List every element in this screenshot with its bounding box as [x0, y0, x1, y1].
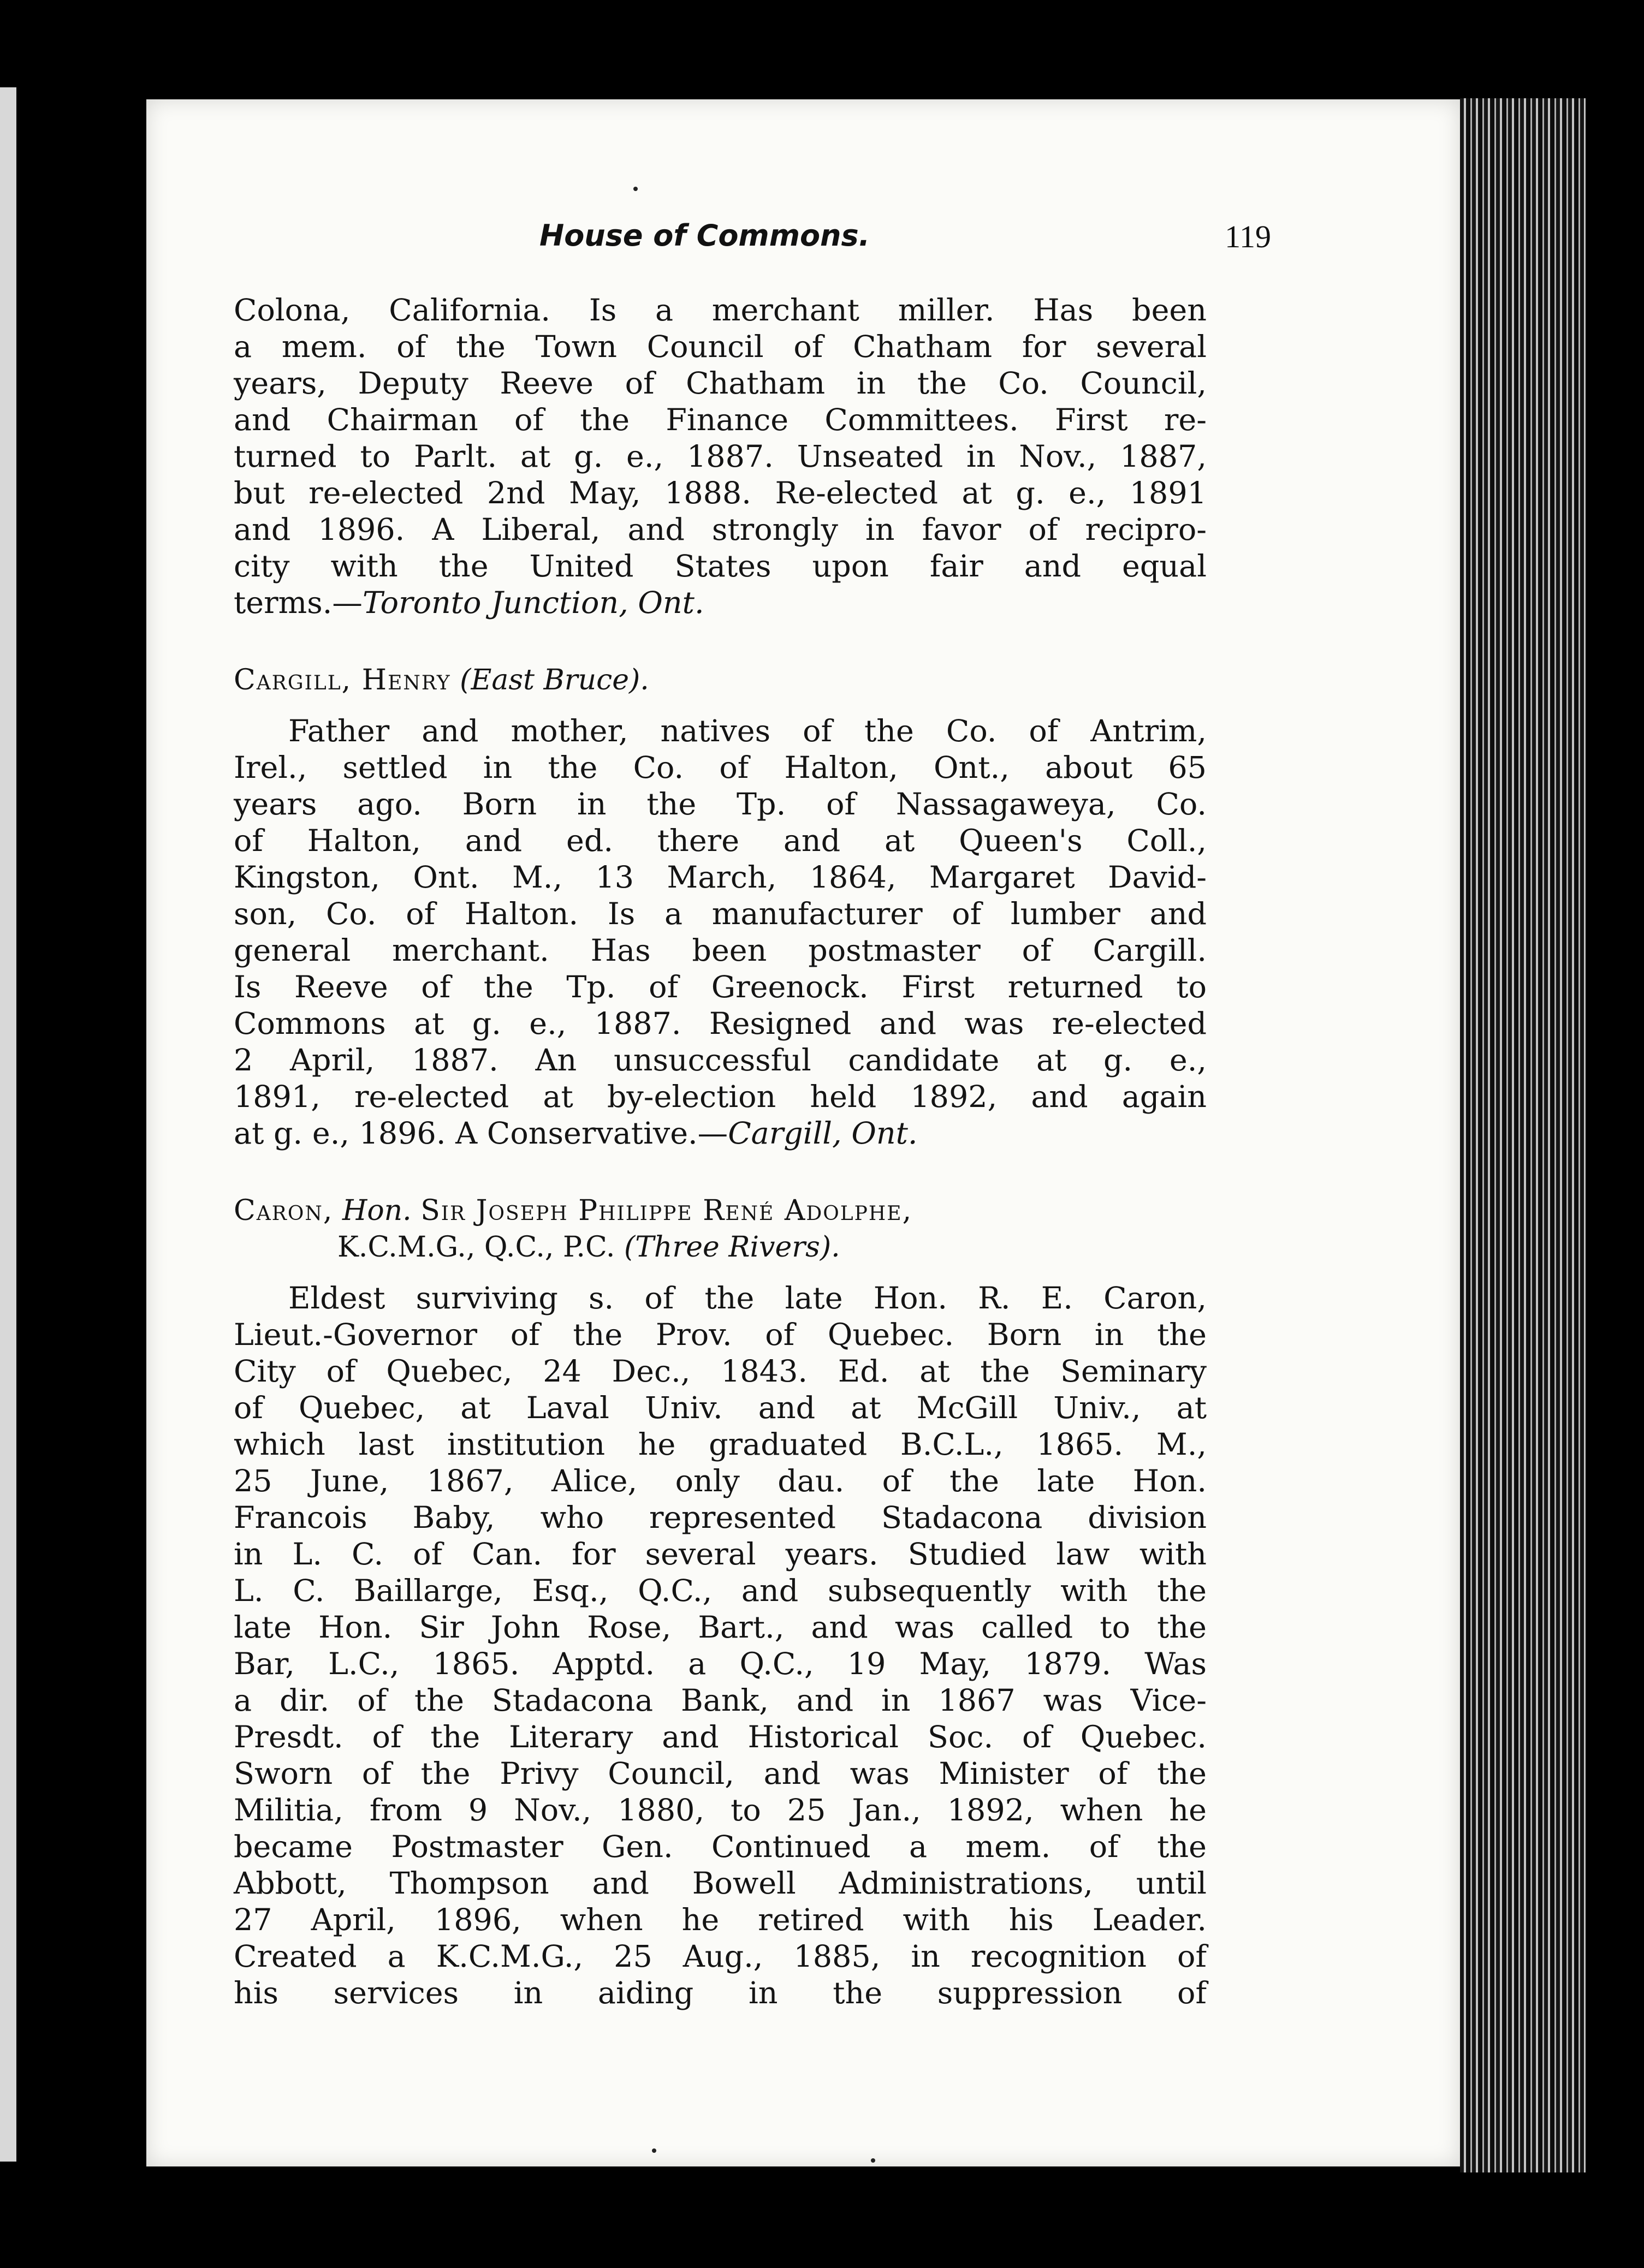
entry-heading: [234, 662, 1207, 699]
text-line: son, Co. of Halton. Is a manufacturer of lumber and: [234, 896, 1207, 932]
text-line: a dir. of the Stadacona Bank, and in 1867 was Vice-: [234, 1683, 1207, 1718]
running-head: [234, 218, 1271, 273]
entry-heading: [234, 1193, 1207, 1229]
text-line: became Postmaster Gen. Continued a mem. of the: [234, 1829, 1207, 1865]
constituency: (Three Rivers).: [624, 1231, 840, 1264]
member-name: Sir Joseph Philippe René Adolphe,: [420, 1194, 913, 1227]
speck: [633, 187, 638, 191]
spacer: [234, 621, 1207, 662]
text-line: Francois Baby, who represented Stadacona division: [234, 1500, 1207, 1535]
text-line: years, Deputy Reeve of Chatham in the Co. Council,: [234, 366, 1207, 401]
text-line: Irel., settled in the Co. of Halton, Ont., about 65: [234, 750, 1207, 785]
entry-caron: [234, 1193, 1207, 2011]
text-line: Created a K.C.M.G., 25 Aug., 1885, in recognition of: [234, 1939, 1207, 1974]
text-line: 1891, re-elected at by-election held 1892, and again: [234, 1079, 1207, 1115]
text-line: Commons at g. e., 1887. Resigned and was re-elected: [234, 1006, 1207, 1041]
text-line: city with the United States upon fair and equal: [234, 549, 1207, 584]
page-number: 119: [1225, 219, 1271, 254]
speck: [652, 2148, 656, 2153]
text-line: L. C. Baillarge, Esq., Q.C., and subsequently with the: [234, 1573, 1207, 1609]
text-line: but re-elected 2nd May, 1888. Re-elected at g. e., 1891: [234, 475, 1207, 511]
text-line: 27 April, 1896, when he retired with his Leader.: [234, 1902, 1207, 1938]
member-surname: Caron,: [234, 1194, 334, 1227]
text-line: and Chairman of the Finance Committees. First re-: [234, 402, 1207, 438]
text-line: Presdt. of the Literary and Historical Soc. of Quebec.: [234, 1719, 1207, 1755]
spacer: [234, 1266, 1207, 1280]
text-line: Sworn of the Privy Council, and was Minister of the: [234, 1756, 1207, 1791]
text-line: Eldest surviving s. of the late Hon. R. E. Caron,: [288, 1281, 1207, 1316]
running-title: House of Commons.: [539, 218, 870, 253]
text-line: his services in aiding in the suppression of: [234, 1975, 1207, 2011]
text-line: Lieut.-Governor of the Prov. of Quebec. Born in the: [234, 1317, 1207, 1353]
entry-continued: [234, 292, 1207, 621]
text-line: of Halton, and ed. there and at Queen's Coll.,: [234, 823, 1207, 859]
text-fragment: terms.—: [234, 585, 363, 621]
page-body: [234, 292, 1207, 2011]
text-fragment: at g. e., 1896. A Conservative.—: [234, 1116, 728, 1151]
spacer: [234, 1152, 1207, 1193]
text-line: and 1896. A Liberal, and strongly in favor of recipro-: [234, 512, 1207, 547]
text-line: Father and mother, natives of the Co. of Antrim,: [288, 713, 1207, 749]
text-line: in L. C. of Can. for several years. Studied law with: [234, 1537, 1207, 1572]
spacer: [234, 699, 1207, 713]
honorific: Hon.: [342, 1194, 412, 1227]
text-line: Is Reeve of the Tp. of Greenock. First returned to: [234, 969, 1207, 1005]
text-line: a mem. of the Town Council of Chatham for several: [234, 329, 1207, 365]
text-line: of Quebec, at Laval Univ. and at McGill Univ., at: [234, 1390, 1207, 1426]
text-line-last: [234, 585, 1207, 621]
text-line: Militia, from 9 Nov., 1880, to 25 Jan., 1892, when he: [234, 1793, 1207, 1828]
text-line: general merchant. Has been postmaster of Cargill.: [234, 933, 1207, 968]
text-line: Colona, California. Is a merchant miller. Has been: [234, 293, 1207, 328]
text-line: Abbott, Thompson and Bowell Administrations, until: [234, 1866, 1207, 1901]
text-line: 2 April, 1887. An unsuccessful candidate at g. e.,: [234, 1043, 1207, 1078]
text-line: turned to Parlt. at g. e., 1887. Unseated in Nov., 1887,: [234, 439, 1207, 474]
right-page-edges: [1460, 98, 1586, 2172]
text-line: Bar, L.C., 1865. Apptd. a Q.C., 19 May, 1879. Was: [234, 1646, 1207, 1682]
member-name: Cargill, Henry: [234, 664, 451, 697]
text-line: 25 June, 1867, Alice, only dau. of the late Hon.: [234, 1463, 1207, 1499]
address: Cargill, Ont.: [728, 1116, 918, 1151]
text-line: years ago. Born in the Tp. of Nassagaweya, Co.: [234, 787, 1207, 822]
address: Toronto Junction, Ont.: [362, 585, 704, 621]
text-line-last: [234, 1115, 1207, 1152]
constituency: (East Bruce).: [460, 664, 649, 697]
text-line: Kingston, Ont. M., 13 March, 1864, Margaret David-: [234, 860, 1207, 895]
text-line: City of Quebec, 24 Dec., 1843. Ed. at the Seminary: [234, 1354, 1207, 1389]
member-titles: K.C.M.G., Q.C., P.C.: [337, 1231, 615, 1264]
speck: [871, 2158, 875, 2163]
entry-heading-line2: [234, 1229, 1207, 1266]
text-line: late Hon. Sir John Rose, Bart., and was called to the: [234, 1610, 1207, 1645]
text-line: which last institution he graduated B.C.L., 1865. M.,: [234, 1427, 1207, 1462]
entry-cargill: [234, 662, 1207, 1152]
left-page-edge: [0, 87, 16, 2162]
